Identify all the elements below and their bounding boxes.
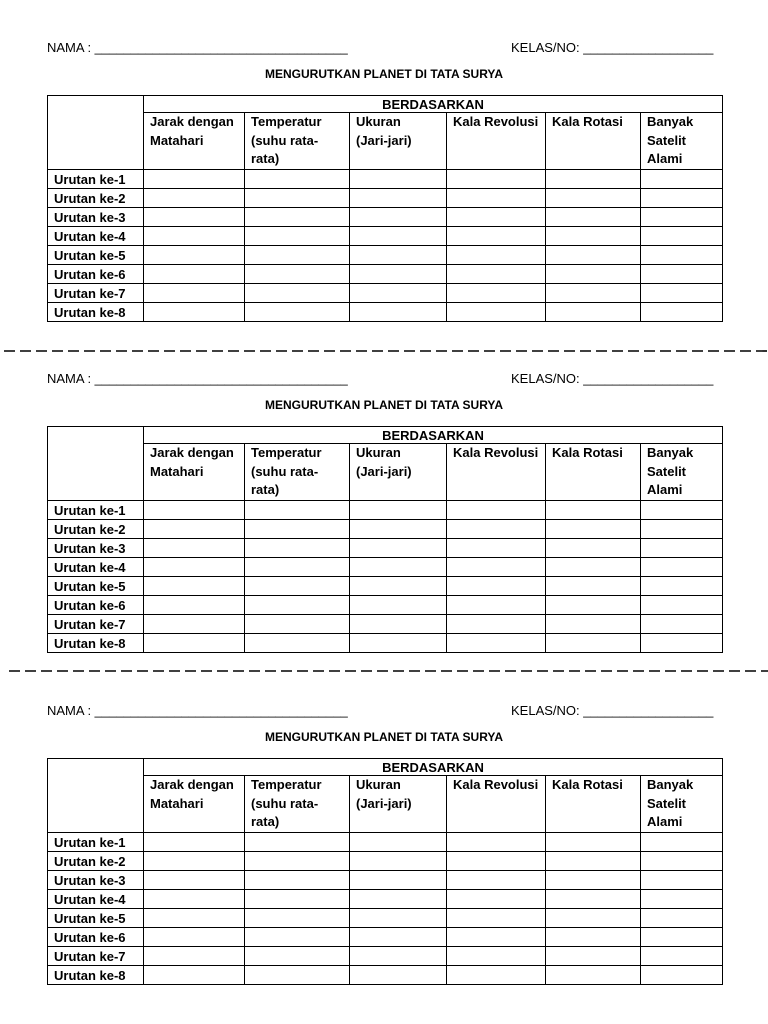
blank-cell [641,208,723,227]
blank-cell [245,634,350,653]
blank-cell [245,615,350,634]
blank-cell [350,558,447,577]
blank-cell [245,227,350,246]
blank-cell [245,303,350,322]
blank-cell [447,909,546,928]
table-row [48,852,723,871]
planet-order-table [47,95,723,322]
blank-cell [245,909,350,928]
blank-cell [245,208,350,227]
column-header: Kala Rotasi [546,776,641,833]
blank-cell [144,890,245,909]
blank-cell [245,928,350,947]
row-label: Urutan ke-2 [48,520,144,539]
blank-cell [641,871,723,890]
row-label: Urutan ke-5 [48,909,144,928]
blank-cell [447,265,546,284]
blank-cell [447,890,546,909]
blank-cell [245,265,350,284]
class-number-field: KELAS/NO: __________________ [511,703,714,718]
blank-cell [546,852,641,871]
blank-cell [641,265,723,284]
blank-cell [144,852,245,871]
column-header: Ukuran (Jari-jari) [350,113,447,170]
blank-cell [641,227,723,246]
row-label: Urutan ke-6 [48,596,144,615]
blank-cell [144,501,245,520]
blank-cell [245,501,350,520]
blank-cell [546,596,641,615]
table-group-header-row [48,759,723,776]
blank-cell [546,520,641,539]
row-label: Urutan ke-8 [48,966,144,985]
column-header: Jarak dengan Matahari [144,113,245,170]
blank-cell [350,966,447,985]
blank-cell [641,520,723,539]
blank-cell [447,871,546,890]
blank-cell [546,833,641,852]
blank-cell [350,852,447,871]
worksheet-title: MENGURUTKAN PLANET DI TATA SURYA [265,67,503,81]
blank-cell [350,189,447,208]
blank-cell [350,928,447,947]
blank-cell [245,852,350,871]
table-row [48,558,723,577]
column-header: Ukuran (Jari-jari) [350,776,447,833]
row-label: Urutan ke-2 [48,189,144,208]
blank-cell [245,833,350,852]
blank-cell [546,928,641,947]
class-number-field: KELAS/NO: __________________ [511,40,714,55]
blank-cell [350,303,447,322]
column-header: Temperatur (suhu rata- rata) [245,113,350,170]
blank-cell [641,539,723,558]
table-row [48,265,723,284]
blank-cell [144,577,245,596]
blank-cell [546,170,641,189]
blank-cell [350,947,447,966]
blank-cell [144,539,245,558]
group-header: BERDASARKAN [144,427,723,444]
blank-cell [546,966,641,985]
table-row [48,966,723,985]
blank-cell [546,303,641,322]
planet-order-table [47,758,723,985]
table-row [48,539,723,558]
name-field: NAMA : ___________________________________ [47,703,348,718]
blank-cell [447,501,546,520]
row-label: Urutan ke-6 [48,265,144,284]
blank-cell [350,246,447,265]
column-header: Kala Rotasi [546,113,641,170]
blank-cell [350,170,447,189]
blank-cell [350,265,447,284]
blank-cell [447,577,546,596]
blank-cell [546,615,641,634]
blank-cell [350,227,447,246]
table-row [48,833,723,852]
blank-cell [546,189,641,208]
table-group-header-row [48,96,723,113]
blank-cell [546,577,641,596]
blank-cell [641,596,723,615]
table-row [48,227,723,246]
worksheet-section [0,331,768,659]
table-row [48,577,723,596]
row-label: Urutan ke-3 [48,208,144,227]
blank-cell [350,634,447,653]
blank-cell [546,890,641,909]
table-row [48,890,723,909]
column-header: Temperatur (suhu rata- rata) [245,776,350,833]
table-row [48,189,723,208]
table-column-header-row [48,776,723,833]
name-field: NAMA : ___________________________________ [47,40,348,55]
table-column-header-row [48,444,723,501]
blank-cell [350,596,447,615]
blank-cell [447,947,546,966]
blank-cell [641,170,723,189]
blank-cell [144,596,245,615]
row-label: Urutan ke-4 [48,227,144,246]
blank-cell [245,284,350,303]
table-row [48,871,723,890]
blank-cell [350,208,447,227]
row-label: Urutan ke-6 [48,928,144,947]
blank-cell [144,246,245,265]
blank-cell [546,539,641,558]
table-row [48,246,723,265]
blank-cell [641,284,723,303]
table-row [48,520,723,539]
column-header: Kala Rotasi [546,444,641,501]
blank-cell [350,577,447,596]
row-label: Urutan ke-1 [48,833,144,852]
column-header: Banyak Satelit Alami [641,776,723,833]
row-label: Urutan ke-5 [48,246,144,265]
blank-cell [447,246,546,265]
group-header: BERDASARKAN [144,759,723,776]
blank-cell [641,558,723,577]
blank-cell [350,520,447,539]
blank-cell [447,208,546,227]
blank-cell [245,189,350,208]
blank-cell [447,966,546,985]
blank-cell [144,615,245,634]
blank-cell [641,890,723,909]
row-label: Urutan ke-8 [48,303,144,322]
column-header: Temperatur (suhu rata- rata) [245,444,350,501]
column-header: Banyak Satelit Alami [641,444,723,501]
blank-cell [447,928,546,947]
blank-cell [350,501,447,520]
blank-cell [641,634,723,653]
table-row [48,928,723,947]
blank-cell [245,539,350,558]
blank-cell [144,966,245,985]
blank-cell [144,558,245,577]
row-label: Urutan ke-3 [48,539,144,558]
group-header: BERDASARKAN [144,96,723,113]
column-header: Ukuran (Jari-jari) [350,444,447,501]
blank-cell [245,170,350,189]
blank-cell [144,227,245,246]
blank-cell [350,284,447,303]
blank-cell [144,170,245,189]
row-label: Urutan ke-1 [48,501,144,520]
blank-cell [144,928,245,947]
blank-cell [350,871,447,890]
blank-cell [447,634,546,653]
blank-cell [641,966,723,985]
blank-cell [447,615,546,634]
blank-cell [144,909,245,928]
row-label: Urutan ke-5 [48,577,144,596]
table-row [48,596,723,615]
blank-cell [447,539,546,558]
blank-cell [546,871,641,890]
table-group-header-row [48,427,723,444]
blank-cell [350,615,447,634]
blank-cell [546,246,641,265]
table-corner-cell [48,427,144,501]
blank-cell [447,170,546,189]
blank-cell [546,909,641,928]
blank-cell [144,208,245,227]
blank-cell [641,615,723,634]
blank-cell [350,890,447,909]
column-header: Kala Revolusi [447,776,546,833]
table-row [48,170,723,189]
blank-cell [245,871,350,890]
column-header: Kala Revolusi [447,444,546,501]
table-row [48,284,723,303]
blank-cell [144,303,245,322]
column-header: Jarak dengan Matahari [144,444,245,501]
worksheet-title: MENGURUTKAN PLANET DI TATA SURYA [265,398,503,412]
blank-cell [144,871,245,890]
blank-cell [144,833,245,852]
blank-cell [447,833,546,852]
table-row [48,634,723,653]
table-row [48,909,723,928]
blank-cell [641,246,723,265]
row-label: Urutan ke-1 [48,170,144,189]
blank-cell [245,577,350,596]
blank-cell [641,189,723,208]
blank-cell [641,303,723,322]
column-header: Kala Revolusi [447,113,546,170]
blank-cell [447,852,546,871]
blank-cell [144,265,245,284]
row-label: Urutan ke-7 [48,284,144,303]
table-corner-cell [48,96,144,170]
blank-cell [447,596,546,615]
blank-cell [546,947,641,966]
table-column-header-row [48,113,723,170]
table-row [48,947,723,966]
row-label: Urutan ke-4 [48,558,144,577]
column-header: Jarak dengan Matahari [144,776,245,833]
blank-cell [245,558,350,577]
blank-cell [245,890,350,909]
row-label: Urutan ke-2 [48,852,144,871]
blank-cell [350,909,447,928]
blank-cell [144,634,245,653]
worksheet-section [0,663,768,991]
blank-cell [641,833,723,852]
blank-cell [144,284,245,303]
class-number-field: KELAS/NO: __________________ [511,371,714,386]
blank-cell [245,947,350,966]
blank-cell [546,284,641,303]
blank-cell [546,227,641,246]
blank-cell [245,520,350,539]
blank-cell [245,596,350,615]
table-row [48,615,723,634]
blank-cell [144,947,245,966]
row-label: Urutan ke-7 [48,615,144,634]
blank-cell [245,246,350,265]
blank-cell [447,227,546,246]
blank-cell [447,558,546,577]
table-row [48,303,723,322]
blank-cell [447,303,546,322]
blank-cell [641,577,723,596]
blank-cell [546,558,641,577]
worksheet-title: MENGURUTKAN PLANET DI TATA SURYA [265,730,503,744]
blank-cell [350,833,447,852]
blank-cell [447,284,546,303]
table-row [48,208,723,227]
row-label: Urutan ke-4 [48,890,144,909]
blank-cell [447,189,546,208]
blank-cell [546,634,641,653]
blank-cell [447,520,546,539]
blank-cell [350,539,447,558]
blank-cell [641,928,723,947]
column-header: Banyak Satelit Alami [641,113,723,170]
planet-order-table [47,426,723,653]
table-row [48,501,723,520]
name-field: NAMA : ___________________________________ [47,371,348,386]
blank-cell [245,966,350,985]
blank-cell [641,909,723,928]
blank-cell [546,208,641,227]
row-label: Urutan ke-3 [48,871,144,890]
row-label: Urutan ke-7 [48,947,144,966]
blank-cell [641,501,723,520]
blank-cell [641,852,723,871]
blank-cell [144,520,245,539]
blank-cell [546,265,641,284]
blank-cell [546,501,641,520]
blank-cell [641,947,723,966]
blank-cell [144,189,245,208]
table-corner-cell [48,759,144,833]
worksheet-section [0,0,768,328]
row-label: Urutan ke-8 [48,634,144,653]
